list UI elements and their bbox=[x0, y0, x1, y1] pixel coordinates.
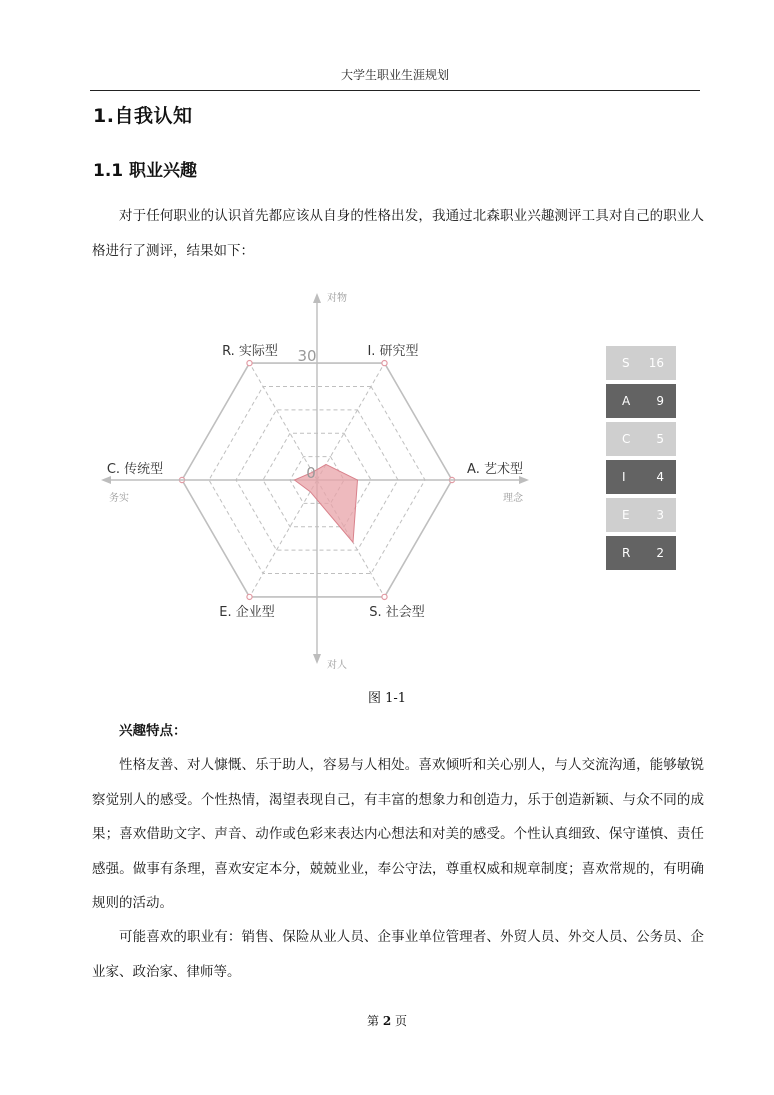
spoke-I bbox=[317, 363, 385, 480]
figure-caption: 图 1-1 bbox=[367, 691, 407, 706]
vertex-dot-R bbox=[247, 360, 252, 365]
score-table bbox=[606, 346, 676, 574]
score-code: R bbox=[622, 546, 631, 560]
score-code: I bbox=[622, 470, 626, 484]
arrow-down-icon bbox=[313, 654, 321, 664]
score-code: E bbox=[622, 508, 630, 522]
axis-label-E: E. 企业型 bbox=[219, 605, 275, 620]
axis-label-I: I. 研究型 bbox=[367, 344, 419, 359]
traits-paragraph: 性格友善、对人慷慨、乐于助人，容易与人相处。喜欢倾听和关心别人，与人交流沟通，能够敏锐察觉别人的感受。个性热情，渴望表现自己，有丰富的想象力和创造力，乐于创造新颖、与众不同的成果；喜欢借助文字、声音、动作或色彩来表达内心想法和对美的感受。个性认真细致、保守谨慎、责任感强。做事有条理，喜欢安定本分，兢兢业业，奉公守法，尊重权威和规章制度；喜欢常规的，有明确规则的活动。 bbox=[92, 757, 704, 911]
score-row-A bbox=[606, 384, 676, 418]
scale-min-label: 0 bbox=[306, 464, 316, 482]
header-title: 大学生职业生涯规划 bbox=[340, 68, 449, 82]
arrow-up-icon bbox=[313, 293, 321, 303]
score-code: C bbox=[622, 432, 631, 446]
spoke-E bbox=[250, 480, 318, 597]
intro-paragraph: 对于任何职业的认识首先都应该从自身的性格出发，我通过北森职业兴趣测评工具对自己的职业人格进行了测评，结果如下： bbox=[92, 208, 704, 259]
vertex-dot-S bbox=[382, 594, 387, 599]
radar-labels bbox=[107, 291, 524, 671]
direction-bottom-label: 对人 bbox=[327, 660, 347, 671]
score-row-S bbox=[606, 346, 676, 380]
vertex-dot-I bbox=[382, 360, 387, 365]
axis-label-A: A. 艺术型 bbox=[467, 462, 523, 477]
score-row-C bbox=[606, 422, 676, 456]
scale-max-label: 30 bbox=[297, 347, 317, 365]
jobs-paragraph: 可能喜欢的职业有：销售、保险从业人员、企事业单位管理者、外贸人员、外交人员、公务员、企业家、政治家、律师等。 bbox=[92, 929, 704, 980]
score-value: 16 bbox=[648, 356, 664, 370]
score-row-I bbox=[606, 460, 676, 494]
score-value: 2 bbox=[656, 546, 664, 560]
interest-radar-chart bbox=[95, 285, 540, 680]
traits-title: 兴趣特点： bbox=[119, 723, 187, 739]
score-code: A bbox=[622, 394, 631, 408]
direction-right-label: 理念 bbox=[503, 493, 523, 504]
score-value: 3 bbox=[656, 508, 664, 522]
arrow-left-icon bbox=[101, 476, 111, 484]
axis-label-S: S. 社会型 bbox=[369, 605, 425, 620]
direction-left-label: 务实 bbox=[109, 493, 129, 504]
footer-suffix: 页 bbox=[395, 1014, 408, 1028]
page-footer bbox=[0, 1012, 774, 1029]
direction-top-label: 对物 bbox=[327, 293, 347, 304]
page-header bbox=[90, 64, 700, 91]
score-row-E bbox=[606, 498, 676, 532]
subsection-heading: 1.1 职业兴趣 bbox=[93, 161, 198, 181]
arrow-right-icon bbox=[519, 476, 529, 484]
axis-label-R: R. 实际型 bbox=[222, 344, 278, 359]
page-number: 2 bbox=[382, 1014, 392, 1028]
score-row-R bbox=[606, 536, 676, 570]
score-value: 4 bbox=[656, 470, 664, 484]
section-heading: 1.自我认知 bbox=[93, 105, 193, 127]
spoke-R bbox=[250, 363, 318, 480]
score-value: 5 bbox=[656, 432, 664, 446]
footer-prefix: 第 bbox=[366, 1014, 379, 1028]
score-value: 9 bbox=[656, 394, 664, 408]
score-code: S bbox=[622, 356, 630, 370]
vertex-dot-E bbox=[247, 594, 252, 599]
axis-label-C: C. 传统型 bbox=[106, 462, 164, 477]
